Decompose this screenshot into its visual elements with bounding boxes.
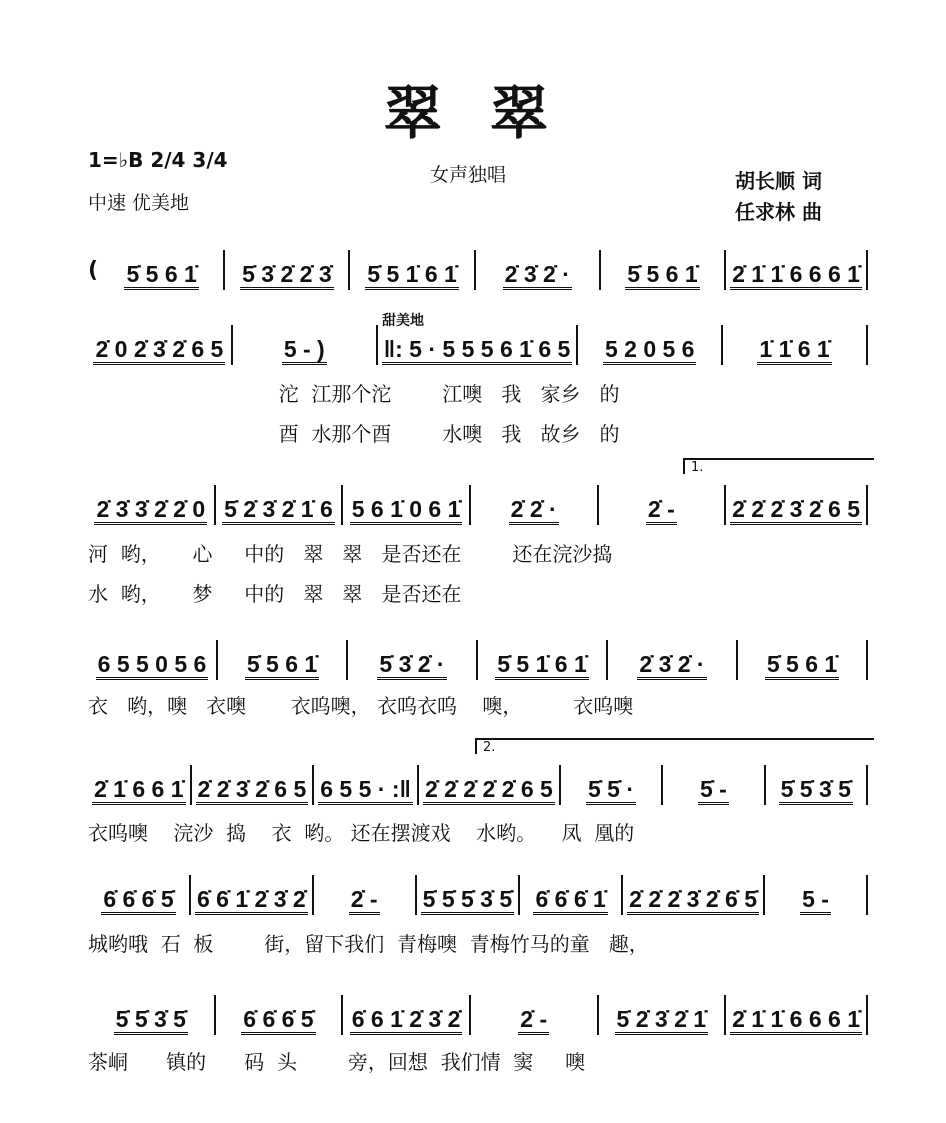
measure [608, 640, 738, 680]
measure [726, 485, 868, 525]
measure-notes: 2̇ 3̇ 3̇ 2̇ 2̇ 0 [94, 496, 207, 525]
song-title: 翠 翠 [383, 79, 563, 147]
measure [88, 325, 233, 365]
measure-notes: 2̇ 1̇ 1̇ 6 6 6 1̇ [730, 261, 862, 290]
score-system [88, 995, 868, 1035]
score-system [88, 765, 868, 805]
lyric-line: 衣呜噢 浣沙 捣 衣 哟。 还在摆渡戏 水哟。 凤 凰的 [88, 821, 635, 845]
measure-notes: 6 5 5 · :‖ [318, 776, 413, 805]
measure-notes: 5̇ 2̇ 3̇ 2̇ 1̇ 6 [222, 496, 335, 525]
measure [471, 485, 599, 525]
measure [599, 485, 727, 525]
measure-notes: 6 5 5 0 5 6 [96, 651, 209, 680]
measure [723, 325, 868, 365]
score-system [88, 325, 868, 365]
measure-notes: 2̇ 2̇ 2̇ 3̇ 2̇ 6̇ 5̇ [627, 886, 759, 915]
measure [314, 875, 417, 915]
measure-notes: 5̇ 5 6 1̇ [245, 651, 319, 680]
measure [765, 875, 868, 915]
measure-notes: 5̇ 5̇ · [586, 776, 636, 805]
measure [766, 765, 868, 805]
measure-notes: 2̇ - [646, 496, 677, 525]
measure-notes: 2̇ 2̇ · [509, 496, 559, 525]
measure [191, 875, 314, 915]
measure [578, 325, 723, 365]
measure-notes: 6̇ 6̇ 6̇ 5̇ [101, 886, 175, 915]
measure-notes: 5̇ 3̇ 2̇ 2̇ 3̇ [240, 261, 334, 290]
score-system [88, 875, 868, 915]
measure-notes: 5̇ 3̇ 2̇ · [377, 651, 446, 680]
measure-notes: ‖: 5 · 5 5 5 6 1̇ 6 5 [382, 336, 573, 365]
measure [216, 485, 344, 525]
measure [476, 250, 601, 290]
expression-mark: 甜美地 [382, 313, 424, 329]
volta-1: 1. [683, 458, 874, 474]
measure [623, 875, 765, 915]
measure-notes: 2̇ - [518, 1006, 549, 1035]
measure [417, 875, 521, 915]
measure [561, 765, 663, 805]
measure-notes: 2̇ 1̇ 6 6 1̇ [92, 776, 186, 805]
measure [726, 995, 868, 1035]
volta-2: 2. [475, 738, 874, 754]
lyric-line: 沱 江那个沱 江噢 我 家乡 的 [88, 382, 620, 406]
measure-notes: 5̇ 5 6 1̇ [765, 651, 839, 680]
measure [218, 640, 348, 680]
measure-notes: 5̇ 5 1̇ 6 1̇ [495, 651, 589, 680]
measure-notes: 2̇ 1̇ 1̇ 6 6 6 1̇ [730, 1006, 862, 1035]
measure-notes: 2̇ 0 2̇ 3̇ 2̇ 6 5 [93, 336, 225, 365]
measure-notes: 5̇ 5̇ 5̇ 3̇ 5̇ [421, 886, 515, 915]
lyric-line: 茶峒 镇的 码 头 旁，回想 我们情 窦 噢 [88, 1050, 586, 1074]
measure [233, 325, 378, 365]
tempo-marking: 中速 优美地 [88, 192, 190, 214]
measure-notes: 5̇ 5 6 1̇ [124, 261, 198, 290]
measure [726, 250, 868, 290]
performance-type: 女声独唱 [430, 164, 507, 186]
measure [599, 995, 727, 1035]
measure [88, 875, 191, 915]
measure-notes: 6̇ 6̇ 1̇ 2̇ 3̇ 2̇ [195, 886, 308, 915]
score-system [88, 640, 868, 680]
lyric-line: 河 哟， 心 中的 翠 翠 是否还在 还在浣沙捣 [88, 542, 613, 566]
measure [192, 765, 315, 805]
measure-notes: 2̇ 3̇ 2̇ · [637, 651, 706, 680]
lyric-line: 衣 哟，噢 衣噢 衣呜噢， 衣呜衣呜 噢， 衣呜噢 [88, 694, 634, 718]
measure-notes: 2̇ - [349, 886, 380, 915]
measure [88, 485, 216, 525]
score-system [88, 485, 868, 525]
measure-notes: 5̇ 5 1̇ 6 1̇ [365, 261, 459, 290]
measure [348, 640, 478, 680]
measure [88, 640, 218, 680]
lyric-line: 城哟哦 石 板 街，留下我们 青梅噢 青梅竹马的童 趣， [88, 932, 649, 956]
prefix: ( [88, 257, 99, 283]
measure [520, 875, 623, 915]
measure-notes: 5 - [800, 886, 831, 915]
measure-notes: 5̇ 5 6 1̇ [625, 261, 699, 290]
measure-notes: 6̇ 6 1̇ 2̇ 3̇ 2̇ [350, 1006, 463, 1035]
measure [738, 640, 868, 680]
measure-notes: 5 2 0 5 6 [603, 336, 697, 365]
measure [478, 640, 608, 680]
measure [314, 765, 419, 805]
measure-notes: 2̇ 2̇ 3̇ 2̇ 6 5 [196, 776, 309, 805]
score-system [88, 250, 868, 290]
lyricist-credit: 胡长顺 词 [735, 169, 822, 193]
measure-notes: 6̇ 6̇ 6̇ 5̇ [241, 1006, 315, 1035]
measure [663, 765, 765, 805]
measure-notes: 2̇ 2̇ 2̇ 2̇ 2̇ 6 5 [423, 776, 555, 805]
measure-notes: 5̇ - [698, 776, 729, 805]
measure-notes: 5̇ 2̇ 3̇ 2̇ 1̇ [615, 1006, 709, 1035]
key-signature: 1=♭B 2/4 3/4 [88, 148, 228, 172]
measure [471, 995, 599, 1035]
measure [601, 250, 726, 290]
measure [100, 250, 225, 290]
lyric-line: 水 哟， 梦 中的 翠 翠 是否还在 [88, 582, 462, 606]
measure [350, 250, 475, 290]
measure [225, 250, 350, 290]
measure [88, 765, 192, 805]
composer-credit: 任求林 曲 [735, 200, 822, 224]
measure-notes: 5 6 1̇ 0 6 1̇ [350, 496, 463, 525]
measure [88, 995, 216, 1035]
measure [216, 995, 344, 1035]
lyric-line: 酉 水那个酉 水噢 我 故乡 的 [88, 422, 620, 446]
measure [343, 485, 471, 525]
measure-notes: 5̇ 5̇ 3̇ 5̇ [779, 776, 853, 805]
measure [343, 995, 471, 1035]
measure-notes: 5 - ) [282, 336, 327, 365]
measure-notes: 1̇ 1̇ 6 1̇ [757, 336, 831, 365]
measure-notes: 2̇ 2̇ 2̇ 3̇ 2̇ 6 5 [730, 496, 862, 525]
measure-notes: 5̇ 5̇ 3̇ 5̇ [114, 1006, 188, 1035]
measure [419, 765, 561, 805]
measure-notes: 2̇ 3̇ 2̇ · [503, 261, 572, 290]
measure [378, 325, 579, 365]
measure-notes: 6̇ 6̇ 6̇ 1̇ [533, 886, 607, 915]
